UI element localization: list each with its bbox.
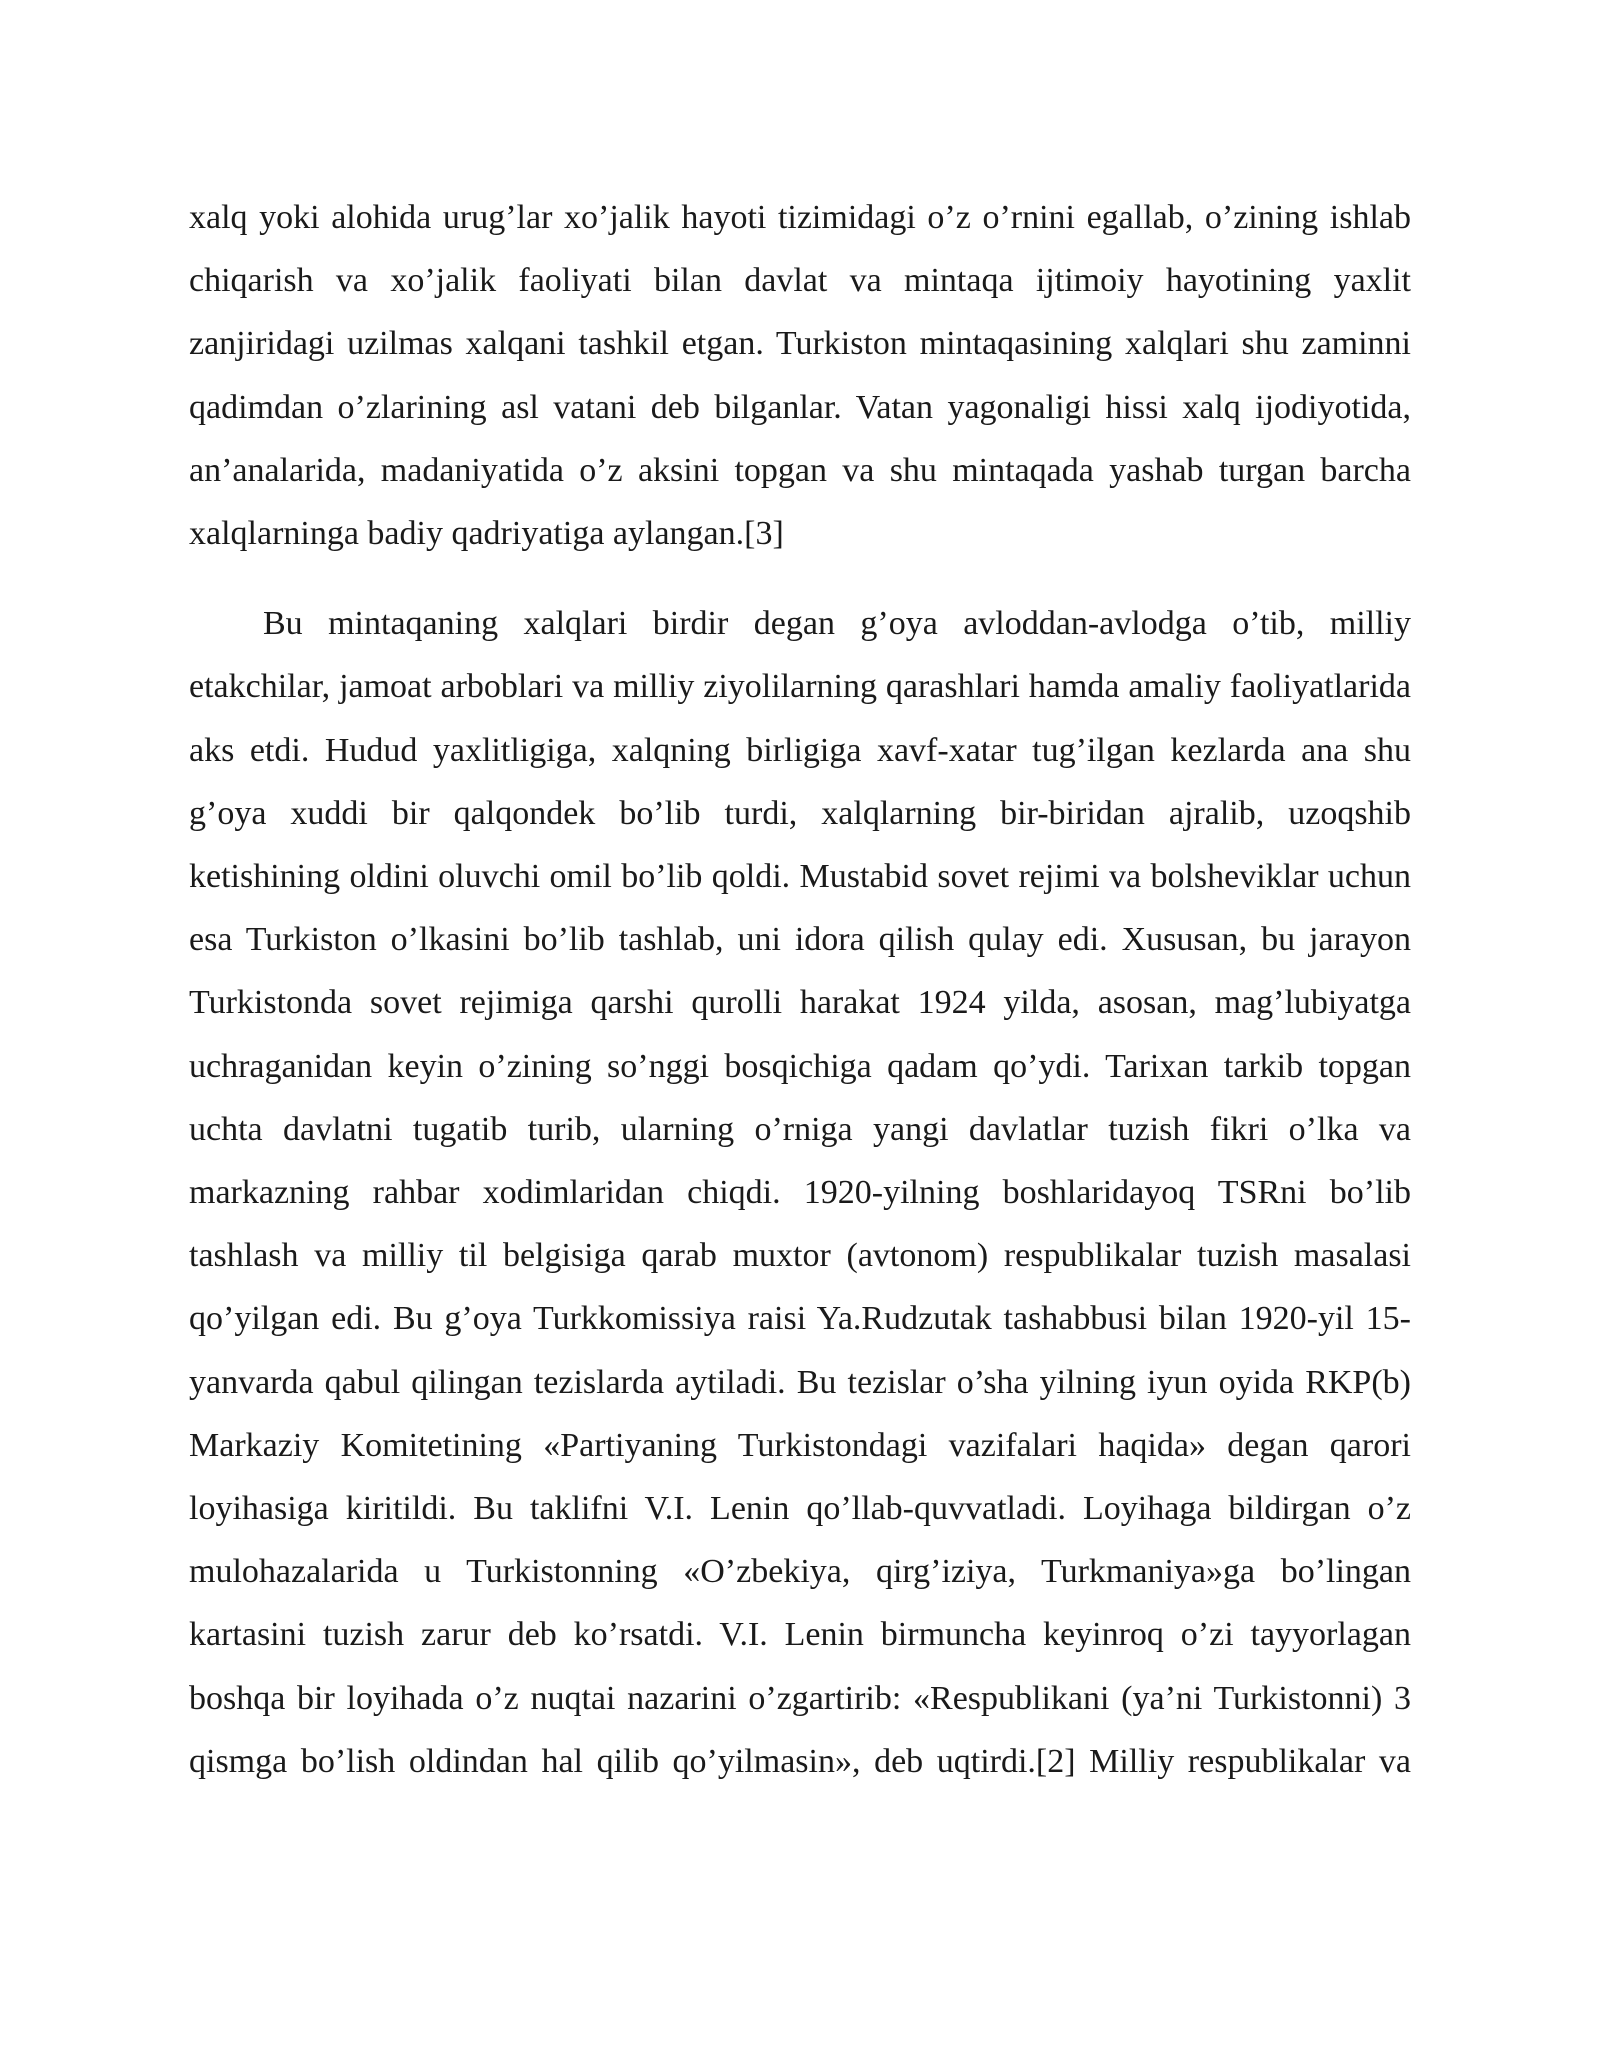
paragraph-2: Bu mintaqaning xalqlari birdir degan g’oya avloddan-avlodga o’tib, milliy etakchilar, jamoat arboblari va milliy ziyolilarning qarashlari hamda amaliy faoliyatlarida aks etdi. Hudud yaxlitligiga, xalqning birligiga xavf-xatar tug’ilgan kezlarda ana shu g’oya xuddi bir qalqondek bo’lib turdi, xalqlarning bir-biridan ajralib, uzoqshib ketishining oldini oluvchi omil bo’lib qoldi. Mustabid sovet rejimi va bolsheviklar uchun esa Turkiston o’lkasini bo’lib tashlab, uni idora qilish qulay edi. Xususan, bu jarayon Turkistonda sovet rejimiga qarshi qurolli harakat 1924 yilda, asosan, mag’lubiyatga uchraganidan keyin o’zining so’nggi bosqichiga qadam qo’ydi. Tarixan tarkib topgan uchta davlatni tugatib turib, ularning o’rniga yangi davlatlar tuzish fikri o’lka va markazning rahbar xodimlaridan chiqdi. 1920-yilning boshlaridayoq TSRni bo’lib tashlash va milliy til belgisiga qarab muxtor (avtonom) respublikalar tuzish masalasi qo’yilgan edi. Bu g’oya Turkkomissiya raisi Ya.Rudzutak tashabbusi bilan 1920-yil 15-yanvarda qabul qilingan tezislarda aytiladi. Bu tezislar o’sha yilning iyun oyida RKP(b) Markaziy Komitetining «Partiyaning Turkistondagi vazifalari haqida» degan qarori loyihasiga kiritildi. Bu taklifni V.I. Lenin qo’llab-quvvatladi. Loyihaga bildirgan o’z mulohazalarida u Turkistonning «O’zbekiya, qirg’iziya, Turkmaniya»ga bo’lingan kartasini tuzish zarur deb ko’rsatdi. V.I. Lenin birmuncha keyinroq o’zi tayyorlagan boshqa bir loyihada o’z nuqtai nazarini o’zgartirib: «Respublikani (ya’ni Turkistonni) 3 qismga bo’lish oldindan hal qilib qo’yilmasin», deb uqtirdi.[2] Milliy respublikalar va — [189, 605, 1411, 1780]
body-text — [189, 186, 1411, 1793]
paragraph-1: xalq yoki alohida urug’lar xo’jalik hayoti tizimidagi o’z o’rnini egallab, o’zining ishlab chiqarish va xo’jalik faoliyati bilan davlat va mintaqa ijtimoiy hayotining yaxlit zanjiridagi uzilmas xalqani tashkil etgan. Turkiston mintaqasining xalqlari shu zaminni qadimdan o’zlarining asl vatani deb bilganlar. Vatan yagonaligi hissi xalq ijodiyotida, an’analarida, madaniyatida o’z aksini topgan va shu mintaqada yashab turgan barcha xalqlarninga badiy qadriyatiga aylangan.[3] — [189, 199, 1411, 553]
